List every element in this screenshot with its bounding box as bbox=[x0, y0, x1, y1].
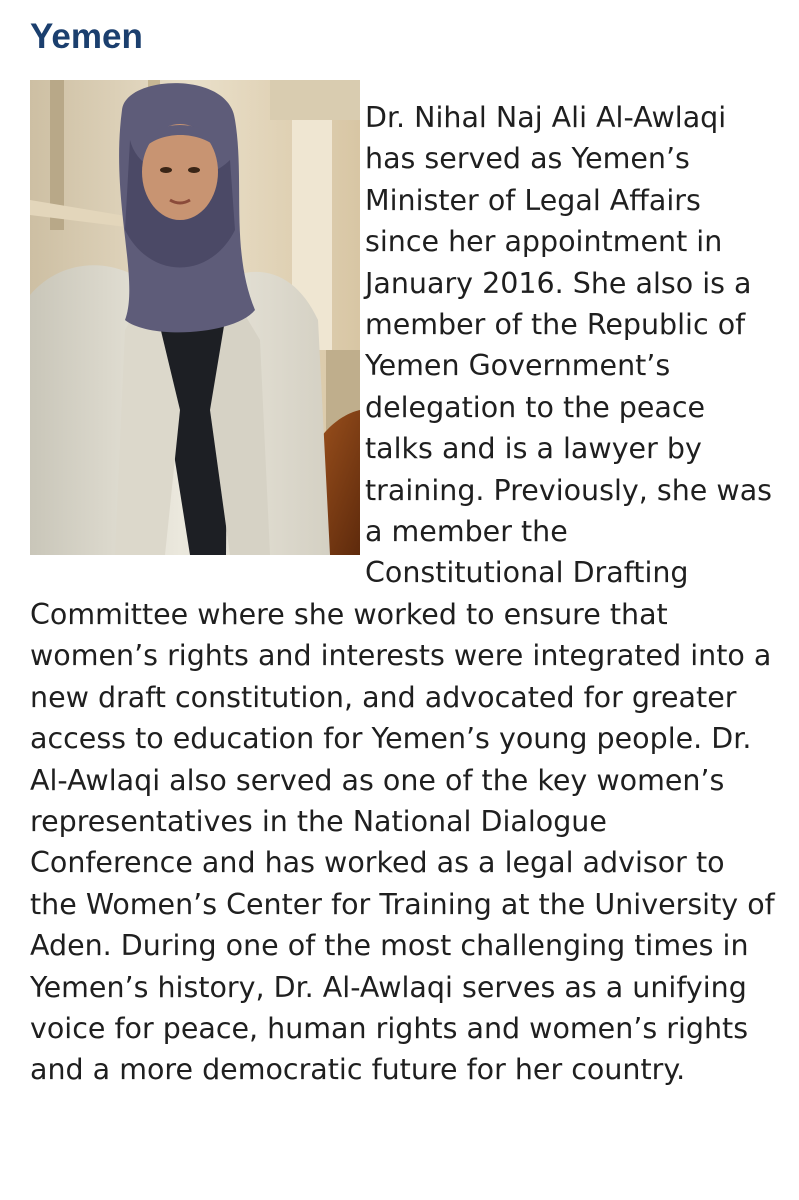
portrait-photo bbox=[30, 80, 360, 555]
bio-article bbox=[30, 97, 775, 1091]
bio-text: Dr. Nihal Naj Ali Al-Awlaqi has served as Yemen’s Minister of Legal Affairs since her appointment in January 2016. She also is a member of the Republic of Yemen Government’s delegation to the peace talks and is a lawyer by training. Previously, she was a member the Constitutional Drafting Committee where she worked to ensure that women’s rights and interests were integrated into a new draft constitution, and advocated for greater access to education for Yemen’s young people. Dr. Al-Awlaqi also served as one of the key women’s representatives in the National Dialogue Conference and has worked as a legal advisor to the Women’s Center for Training at the University of Aden. During one of the most challenging times in Yemen’s history, Dr. Al-Awlaqi serves as a unifying voice for peace, human rights and women’s rights and a more democratic future for her country. bbox=[30, 101, 775, 1087]
country-heading: Yemen bbox=[30, 17, 143, 56]
